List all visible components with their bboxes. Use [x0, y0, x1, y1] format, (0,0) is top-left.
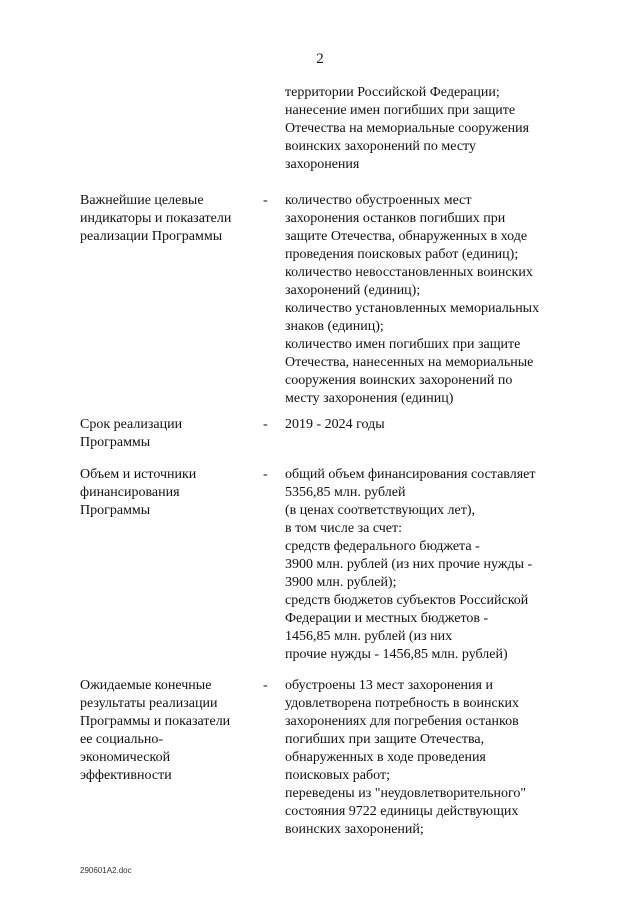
row-label: Срок реализации Программы [80, 417, 183, 450]
row-label: Ожидаемые конечные результаты реализации Программы и показатели ее социально- экономической эффективности [80, 678, 231, 783]
row-label: Важнейшие целевые индикаторы и показатели реализации Программы [80, 193, 232, 244]
row-value: 2019 - 2024 годы [285, 417, 385, 432]
row-value: количество обустроенных мест захоронения останков погибших при защите Отечества, обнаруженных в ходе проведения поисковых работ (единиц); количество невосстановленных воинских захоронений (единиц); количество установленных мемориальных знаков (единиц); количество имен погибших при защите Отечества, нанесенных на мемориальные сооружения воинских захоронений по месту захоронения (единиц) [285, 193, 540, 406]
page-number: 2 [316, 51, 324, 67]
row-value: обустроены 13 мест захоронения и удовлетворена потребность в воинских захоронениях для погребения останков погибших при защите Отечества, обнаруженных в ходе проведения поисковых работ; переведены из "неудовлетворительного" состояния 9722 единицы действующих воинских захоронений; [285, 678, 527, 837]
document-filename: 290601A2.doc [80, 866, 132, 875]
row-dash: - [263, 678, 268, 693]
row-value: общий объем финансирования составляет 5356,85 млн. рублей (в ценах соответствующих лет), в том числе за счет: средств федерального бюджета - 3900 млн. рублей (из них прочие нужды - 3900 млн. рублей); средств бюджетов субъектов Российской Федерации и местных бюджетов - 1456,85 млн. рублей (из них прочие нужды - 1456,85 млн. рублей) [285, 467, 536, 662]
row-value: территории Российской Федерации; нанесение имен погибших при защите Отечества на мемориальные сооружения воинских захоронений по месту захоронения [285, 85, 530, 172]
row-dash: - [263, 467, 268, 482]
row-dash: - [263, 193, 268, 208]
row-label: Объем и источники финансирования Программы [80, 467, 197, 518]
row-dash: - [263, 417, 268, 432]
